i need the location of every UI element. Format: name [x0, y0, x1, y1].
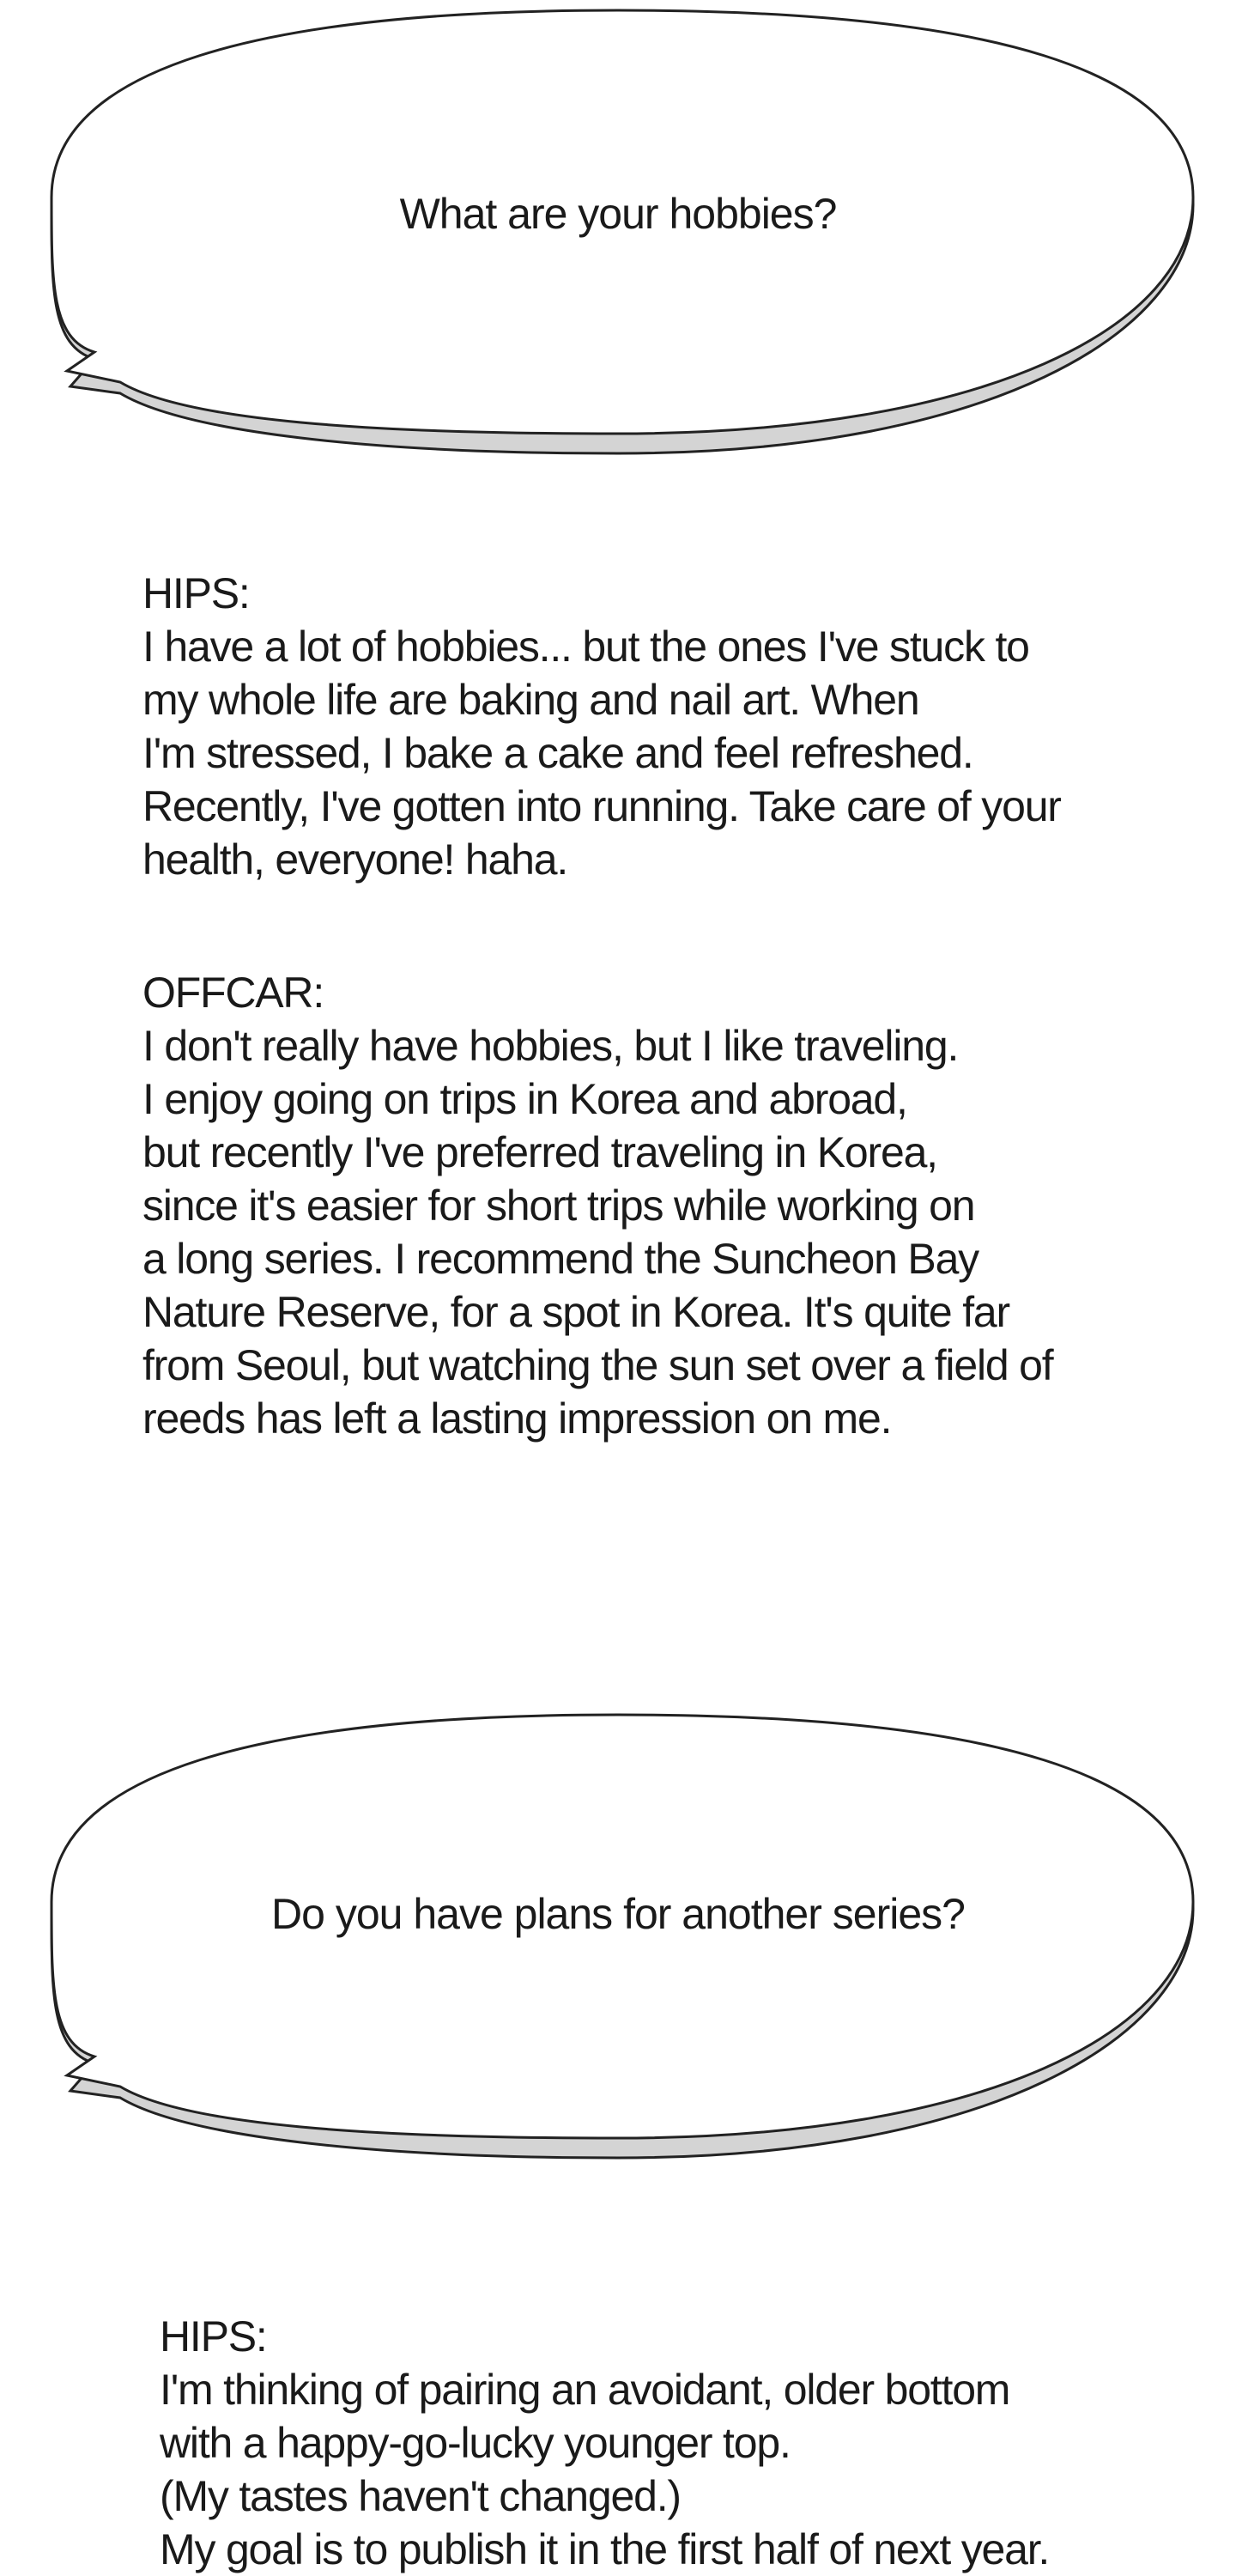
answer-line: Recently, I've gotten into running. Take care of your	[142, 782, 1061, 830]
answer-line: My goal is to publish it in the first half of next year.	[160, 2525, 1050, 2573]
answer-hips-series	[160, 2310, 1236, 2576]
answer-line: I'm thinking of pairing an avoidant, older bottom	[160, 2366, 1010, 2414]
answer-line: I'm stressed, I bake a cake and feel refreshed.	[142, 729, 973, 777]
answer-line: health, everyone! haha.	[142, 835, 568, 884]
answer-line: a long series. I recommend the Suncheon Bay	[142, 1235, 978, 1283]
answer-line: I don't really have hobbies, but I like traveling.	[142, 1022, 959, 1070]
answer-line: since it's easier for short trips while working on	[142, 1182, 975, 1230]
answer-line: I enjoy going on trips in Korea and abroad,	[142, 1075, 907, 1123]
answer-hips-hobbies	[142, 567, 1224, 886]
question-text: Do you have plans for another series?	[271, 1890, 965, 1938]
speech-bubble-shape	[0, 1704, 1236, 2185]
answer-line: (My tastes haven't changed.)	[160, 2472, 681, 2520]
speech-bubble-shape	[0, 0, 1236, 481]
answer-line: I have a lot of hobbies... but the ones I've stuck to	[142, 623, 1029, 671]
question-text: What are your hobbies?	[399, 190, 837, 238]
answer-offcar-hobbies	[142, 966, 1224, 1445]
speaker-label: HIPS:	[142, 569, 250, 617]
answer-line: but recently I've preferred traveling in Korea,	[142, 1128, 937, 1176]
speech-bubble-2	[0, 1704, 1236, 2185]
answer-line: Nature Reserve, for a spot in Korea. It's quite far	[142, 1288, 1009, 1336]
answer-line: reeds has left a lasting impression on me.	[142, 1394, 892, 1443]
speech-bubble-1	[0, 0, 1236, 481]
answer-line: my whole life are baking and nail art. When	[142, 676, 919, 724]
speaker-label: OFFCAR:	[142, 969, 324, 1017]
speaker-label: HIPS:	[160, 2312, 267, 2360]
answer-line: from Seoul, but watching the sun set over a field of	[142, 1341, 1053, 1389]
answer-line: with a happy-go-lucky younger top.	[160, 2419, 791, 2467]
